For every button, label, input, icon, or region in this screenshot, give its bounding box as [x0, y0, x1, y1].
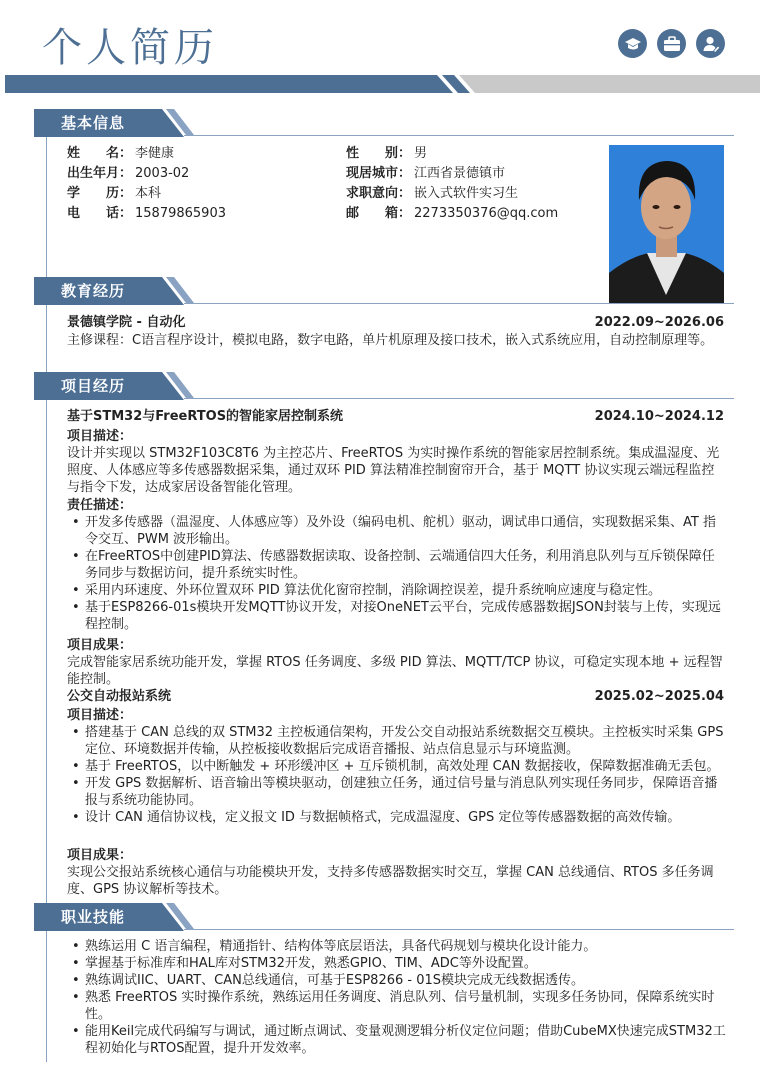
skills-list [67, 938, 727, 1057]
person-icon [696, 29, 725, 58]
list-item: • 熟练运用 C 语言编程，精通指针、结构体等底层语法，具备代码规划与模块化设计能力。 [67, 938, 727, 955]
degree-label: 学 历： [67, 186, 133, 201]
education-school: 景德镇学院 - 自动化 [67, 315, 186, 330]
intent-label: 求职意向： [346, 186, 412, 201]
header-icons [618, 29, 725, 58]
section-title: 基本信息 [61, 114, 126, 132]
project2-period: 2025.02~2025.04 [594, 689, 724, 704]
education-period: 2022.09~2026.06 [594, 315, 724, 330]
city-label: 现居城市： [346, 166, 412, 181]
gender-value: 男 [414, 146, 428, 161]
project1-duty-label: 责任描述： [67, 498, 133, 513]
phone-label: 电 话： [67, 206, 133, 221]
name-label: 姓 名： [67, 146, 133, 161]
project2-items [67, 724, 727, 826]
list-item: • 基于 FreeRTOS，以中断触发 + 环形缓冲区 + 互斥锁机制，高效处理 CAN 数据接收，保障数据准确无丢包。 [67, 758, 727, 775]
project1-period: 2024.10~2024.12 [594, 409, 724, 424]
briefcase-icon [657, 29, 686, 58]
list-item: • 掌握基于标准库和HAL库对STM32开发，熟悉GPIO、TIM、ADC等外设配置。 [67, 955, 727, 972]
birth-label: 出生年月： [67, 166, 133, 181]
list-item: • 采用内环速度、外环位置双环 PID 算法优化窗帘控制，消除调控误差，提升系统响应速度与稳定性。 [67, 582, 727, 599]
list-item: • 熟练调试IIC、UART、CAN总线通信，可基于ESP8266 - 01S模块完成无线数据透传。 [67, 972, 727, 989]
project1-duties [67, 514, 727, 633]
email-value: 2273350376@qq.com [414, 206, 559, 221]
section-rule [184, 929, 734, 930]
page-title: 个人简历 [42, 25, 218, 71]
list-item: • 能用Keil完成代码编写与调试，通过断点调试、变量观测逻辑分析仪定位问题；借助CubeMX快速完成STM32工程初始化与RTOS配置，提升开发效率。 [67, 1023, 727, 1057]
project2-result: 实现公交报站系统核心通信与功能模块开发，支持多传感器数据实时交互，掌握 CAN 总线通信、RTOS 多任务调度、GPS 协议解析等技术。 [67, 865, 714, 897]
education-courses: 主修课程：C语言程序设计，模拟电路，数字电路，单片机原理及接口技术，嵌入式系统应用，自动控制原理等。 [67, 333, 714, 348]
list-item: • 熟悉 FreeRTOS 实时操作系统，熟练运用任务调度、消息队列、信号量机制，实现多任务协同，保障系统实时性。 [67, 989, 727, 1023]
list-item: • 开发 GPS 数据解析、语音输出等模块驱动，创建独立任务，通过信号量与消息队列实现任务同步，保障语音播报与系统功能协同。 [67, 775, 727, 809]
project2-name: 公交自动报站系统 [67, 689, 172, 704]
project1-desc: 设计并实现以 STM32F103C8T6 为主控芯片、FreeRTOS 为实时操作系统的智能家居控制系统。集成温湿度、光照度、人体感应等多传感器数据采集，通过双环 PID 算法精准控制窗帘开合，基于 MQTT 协议实现云端远程监控与指令下发，达成家居设备智能化管理。 [67, 446, 720, 495]
section-projects [34, 372, 734, 400]
project1-desc-label: 项目描述： [67, 429, 133, 444]
project2-result-label: 项目成果： [67, 848, 133, 863]
graduation-cap-icon [618, 29, 647, 58]
section-skills [34, 903, 734, 931]
project1-result: 完成智能家居系统功能开发，掌握 RTOS 任务调度、多级 PID 算法、MQTT/TCP 协议，可稳定实现本地 + 远程智能控制。 [67, 655, 723, 687]
name-value: 李健康 [135, 146, 175, 161]
list-item: • 基于ESP8266-01s模块开发MQTT协议开发，对接OneNET云平台，完成传感器数据JSON封装与上传，实现远程控制。 [67, 599, 727, 633]
project1-name: 基于STM32与FreeRTOS的智能家居控制系统 [67, 409, 344, 424]
section-title: 项目经历 [61, 377, 126, 395]
email-label: 邮 箱： [346, 206, 412, 221]
list-item: • 设计 CAN 通信协议栈，定义报文 ID 与数据帧格式，完成温湿度、GPS 定位等传感器数据的高效传输。 [67, 809, 727, 826]
section-basic [34, 109, 734, 137]
birth-value: 2003-02 [135, 166, 190, 181]
list-item: • 开发多传感器（温湿度、人体感应等）及外设（编码电机、舵机）驱动，调试串口通信，实现数据采集、AT 指令交互、PWM 波形输出。 [67, 514, 727, 548]
intent-value: 嵌入式软件实习生 [414, 186, 519, 201]
header-banner [5, 75, 760, 93]
section-education [34, 277, 734, 305]
project1-result-label: 项目成果： [67, 638, 133, 653]
gender-label: 性 别： [346, 146, 412, 161]
list-item: • 在FreeRTOS中创建PID算法、传感器数据读取、设备控制、云端通信四大任务，利用消息队列与互斥锁保障任务同步与数据访问，提升系统实时性。 [67, 548, 727, 582]
section-rule [184, 303, 734, 304]
section-title: 教育经历 [61, 282, 126, 300]
degree-value: 本科 [135, 186, 162, 201]
project2-desc-label: 项目描述： [67, 708, 133, 723]
section-title: 职业技能 [61, 908, 126, 926]
section-rule [184, 398, 734, 399]
phone-value: 15879865903 [135, 206, 226, 221]
section-rule [184, 135, 734, 136]
list-item: • 搭建基于 CAN 总线的双 STM32 主控板通信架构，开发公交自动报站系统数据交互模块。主控板实时采集 GPS 定位、环境数据并传输，从控板接收数据后完成语音播报、站点信息显示与环境监测。 [67, 724, 727, 758]
city-value: 江西省景德镇市 [414, 166, 506, 181]
